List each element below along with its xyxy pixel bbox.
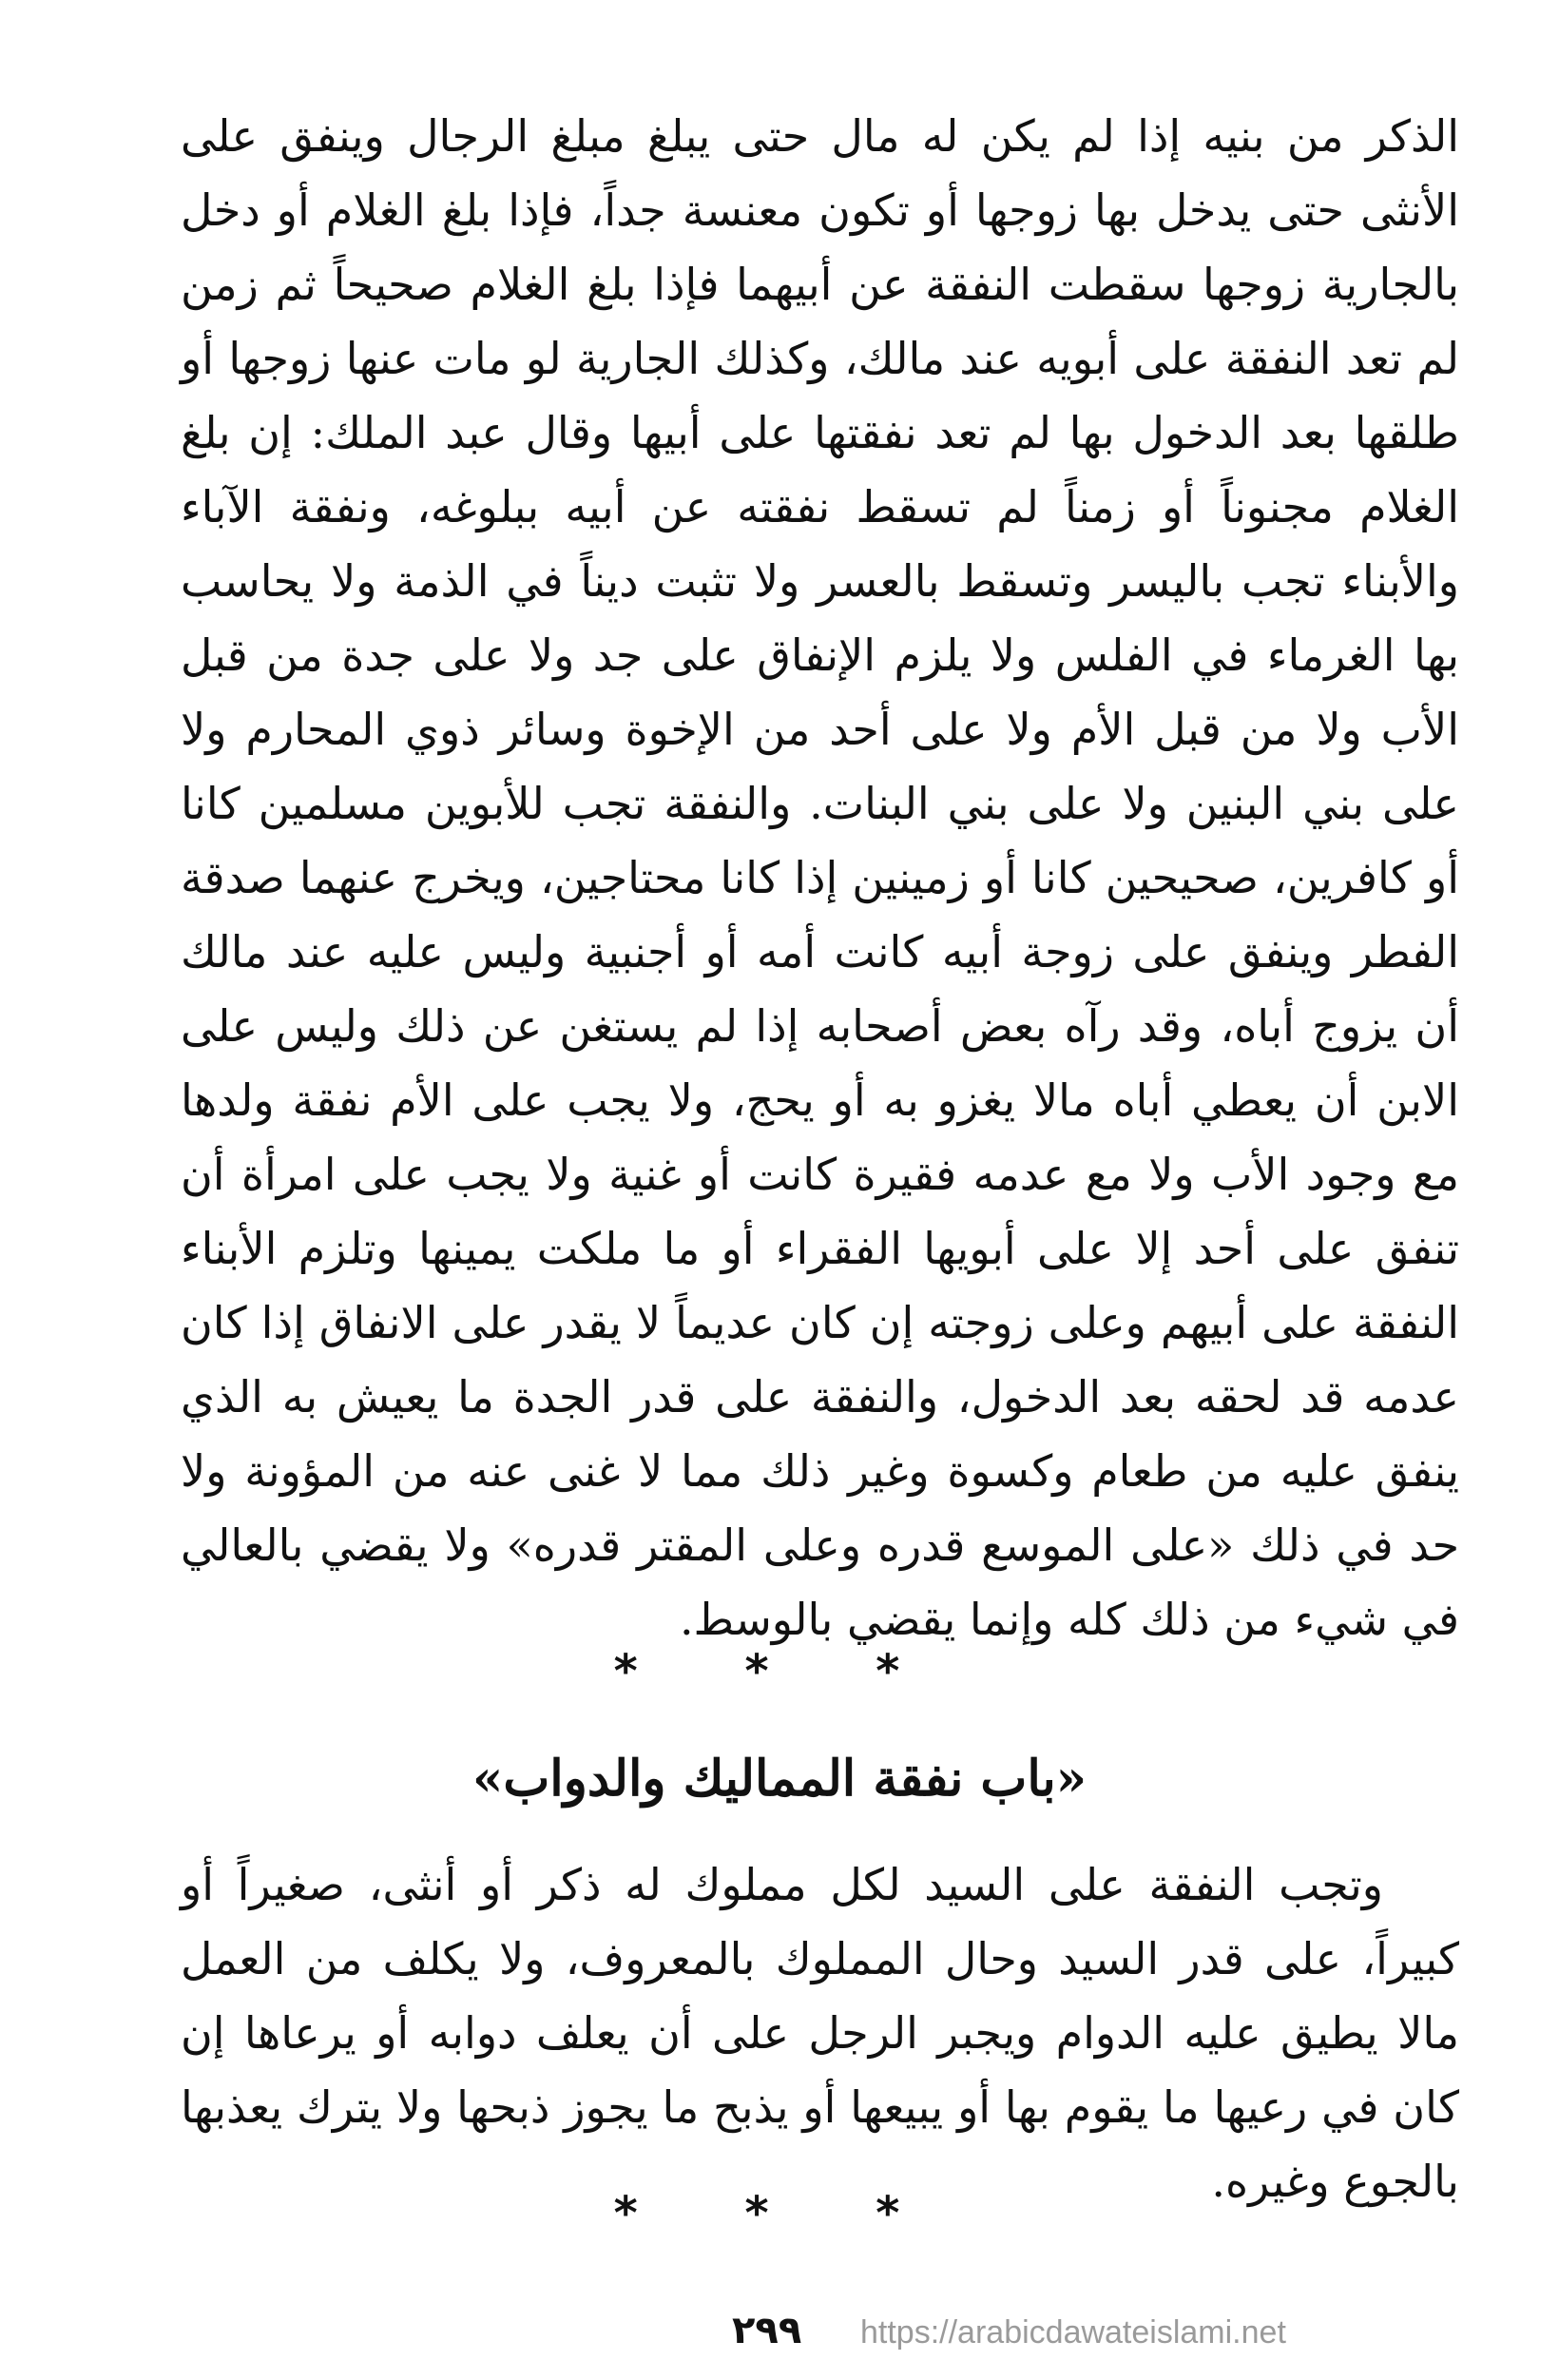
watermark-url: https://arabicdawateislami.net — [860, 2314, 1286, 2351]
page-number: ٢٩٩ — [732, 2309, 802, 2352]
section-heading: «باب نفقة المماليك والدواب» — [472, 1750, 1087, 1808]
main-text-block — [181, 99, 1459, 1656]
end-separator-asterisks: * * * — [613, 2187, 946, 2240]
section-paragraph: وتجب النفقة على السيد لكل مملوك له ذكر أو أنثى، صغيراً أو كبيراً، على قدر السيد وحال المملوك بالمعروف، ولا يكلف من العمل مالا يطيق عليه الدوام ويجبر الرجل على أن يعلف دوابه أو يرعاها إن كان في رعيها ما يقوم بها أو يبيعها أو يذبح ما يجوز ذبحها ولا يترك يعذبها بالجوع وغيره. — [181, 1859, 1459, 2207]
main-paragraph: الذكر من بنيه إذا لم يكن له مال حتى يبلغ مبلغ الرجال وينفق على الأنثى حتى يدخل بها زوجها أو تكون معنسة جداً، فإذا بلغ الغلام أو دخل بالجارية زوجها سقطت النفقة عن أبيهما فإذا بلغ الغلام صحيحاً ثم زمن لم تعد النفقة على أبويه عند مالك، وكذلك الجارية لو مات عنها زوجها أو طلقها بعد الدخول بها لم تعد نفقتها على أبيها وقال عبد الملك: إن بلغ الغلام مجنوناً أو زمناً لم تسقط نفقته عن أبيه ببلوغه، ونفقة الآباء والأبناء تجب باليسر وتسقط بالعسر ولا تثبت ديناً في الذمة ولا يحاسب بها الغرماء في الفلس ولا يلزم الإنفاق على جد ولا على جدة من قبل الأب ولا من قبل الأم ولا على أحد من الإخوة وسائر ذوي المحارم ولا على بني البنين ولا على بني البنات. والنفقة تجب للأبوين مسلمين كانا أو كافرين، صحيحين كانا أو زمينين إذا كانا محتاجين، ويخرج عنهما صدقة الفطر وينفق على زوجة أبيه كانت أمه أو أجنبية وليس عليه عند مالك أن يزوج أباه، وقد رآه بعض أصحابه إذا لم يستغن عن ذلك وليس على الابن أن يعطي أباه مالا يغزو به أو يحج، ولا يجب على الأم نفقة ولدها مع وجود الأب ولا مع عدمه فقيرة كانت أو غنية ولا يجب على امرأة أن تنفق على أحد إلا على أبويها الفقراء أو ما ملكت يمينها وتلزم الأبناء النفقة على أبيهم وعلى زوجته إن كان عديماً لا يقدر على الانفاق إذا كان عدمه قد لحقه بعد الدخول، والنفقة على قدر الجدة ما يعيش به الذي ينفق عليه من طعام وكسوة وغير ذلك مما لا غنى عنه من المؤونة ولا حد في ذلك «على الموسع قدره وعلى المقتر قدره» ولا يقضي بالعالي في شيء من ذلك كله وإنما يقضي بالوسط. — [181, 110, 1459, 1645]
section-separator-asterisks: * * * — [613, 1645, 946, 1698]
section-text-block — [181, 1848, 1459, 2218]
